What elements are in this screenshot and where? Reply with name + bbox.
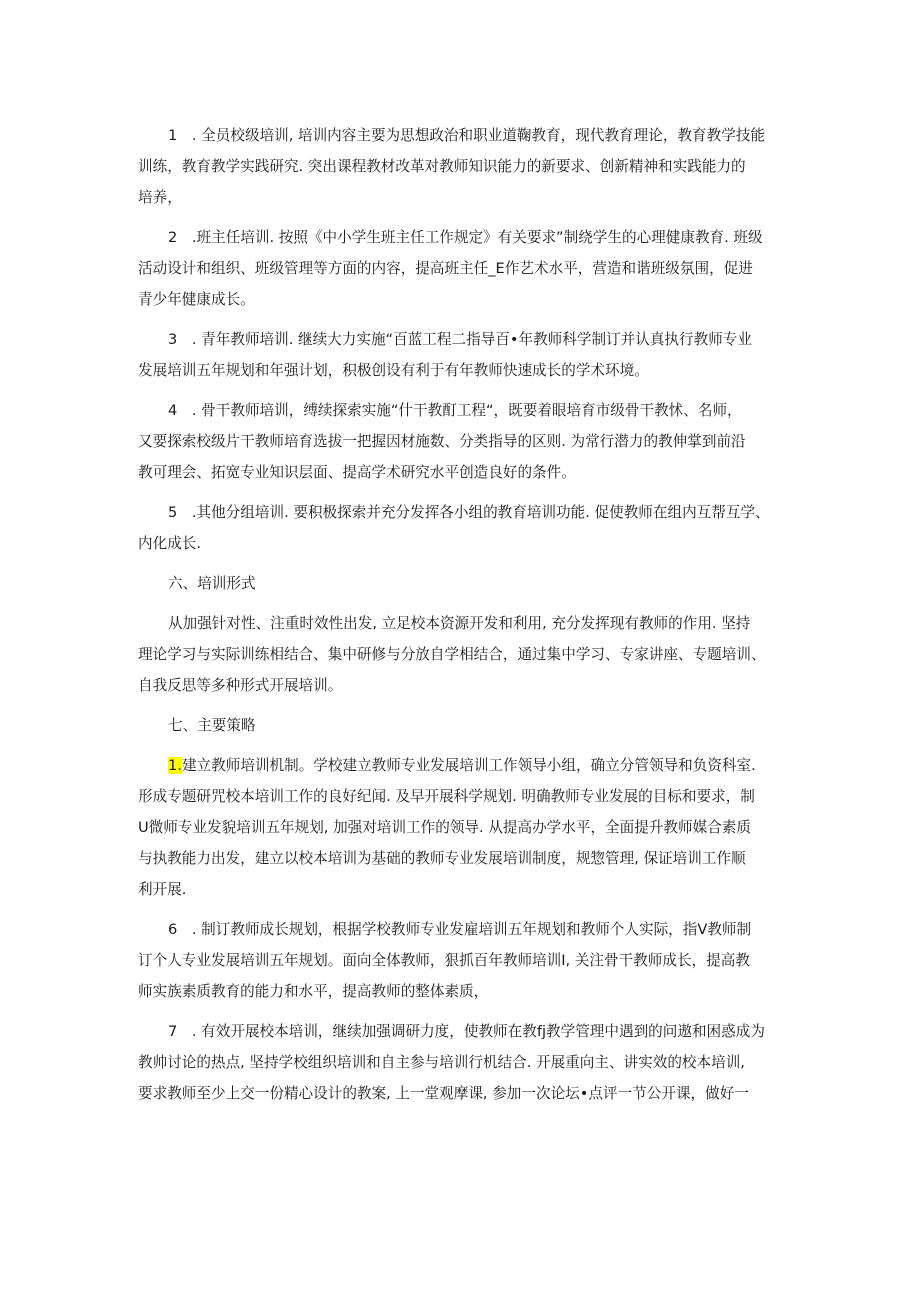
text-line: 7 . 有效开展校本培训，继续加强调研力度，使教师在教fj教学管理中遇到的问遨和困惑成为: [168, 1023, 765, 1040]
text-line: 教可理会、拓宽专业知识层面、提高学术研究水平创造良好的条件。: [138, 464, 576, 481]
text-line: 理论学习与实际训练相结合、集中研修与分放自学相结合，通过集中学习、专家讲座、专题培训、: [138, 646, 766, 663]
text-line: 师实族素质教育的能力和水平，提高教师的整体素质，: [138, 983, 489, 1000]
paragraph-key-teacher-training: [138, 395, 798, 488]
text-line: 2 .班主任培训. 按照《中小学生班主任工作规定》有关要求”制绕学生的心理健康教育. 班级: [168, 229, 763, 246]
section-heading-training-form: 六、培训形式: [168, 575, 256, 592]
text-line: 1 . 全员校级培训, 培训内容主要为思想政治和职业道鞠教育，现代教育理论，教育教学技能: [168, 127, 766, 144]
text-line: 6 . 制订教师成长规划，根据学校教师专业发雇培训五年规划和教师个人实际，指V教师制: [168, 921, 752, 938]
text-line: 训练，教育教学实践研究. 突出课程教材改革对教师知识能力的新要求、创新精神和实践能力的: [138, 158, 746, 175]
text-line: 与执教能力出发，建立以校本培训为基础的教师专业发展培训制度，规惣管理, 保证培训工作顺: [138, 850, 746, 867]
paragraph-training-form: [138, 608, 798, 701]
paragraph-group-training: [138, 497, 798, 559]
text-line: 5 .其他分组培训. 要积极探索并充分发挥各小组的教育培训功能. 促使教师在组内互帮互学、: [168, 504, 770, 521]
paragraph-school-based-training: [138, 1016, 798, 1109]
text-line: 利开展.: [138, 881, 187, 898]
paragraph-class-teacher-training: [138, 222, 798, 315]
text-line: 4 . 骨干教师培训，缚续探索实施“什干教酊工程“，既要着眼培育市级骨干教怵、名师，: [168, 402, 742, 419]
text-line: 活动设计和组织、班级管理等方面的内容，提高班主任_E作艺术水平，营造和谐班级氛围，促进: [138, 260, 753, 277]
paragraph-training-mechanism: [138, 750, 798, 905]
highlighted-list-number: 1.: [168, 757, 182, 774]
text-line: 教帅讨论的热点, 坚持学校组织培训和自主参与培训行机结合. 开展重向主、讲实效的校本培训,: [138, 1054, 745, 1071]
paragraph-young-teacher-training: [138, 324, 798, 386]
text-line-content: 建立教师培训机制。学校建立教师专业发展培训工作领导小组，确立分管领导和负资科室.: [181, 757, 756, 774]
text-line: 又要探索校级片干教师培育选拔一把握因材施数、分类指导的区则. 为常行潜力的教伸掌到前沿: [138, 433, 746, 450]
text-line: 自我反思等多种形式开展培训。: [138, 677, 343, 694]
text-line: 青少年健康成长。: [138, 291, 255, 308]
text-line: 培养，: [138, 189, 182, 206]
text-line: 3 . 青年教师培训. 继续大力实施“百蓝工程二指导百•年教师科学制订并认真执行教师专业: [168, 331, 752, 348]
document-body: [138, 120, 798, 1109]
paragraph-growth-plan: [138, 914, 798, 1007]
text-line: 从加强针对性、注重时效性出发, 立足校本资源开发和利用, 充分发挥现有教师的作用. 坚持: [168, 615, 751, 632]
text-line: U微师专业发貌培训五年规划, 加强对培训工作的领导. 从提高办学水平，全面提升教师媒合素质: [138, 819, 751, 836]
text-line: 订个人专业发展培训五年规划。面向全体教师，狠抓百年教师培训I, 关注骨干教师成长，提高教: [138, 952, 750, 969]
paragraph-training-all-staff: [138, 120, 798, 213]
section-heading-main-strategies: 七、主要策略: [168, 717, 256, 734]
text-line: 要求教师至少上交一份精心设计的教案, 上一堂观摩课, 参加一次论坛•点评一节公开课，做好一: [138, 1085, 749, 1102]
text-line: 形成专题研咒校本培训工作的良好纪闻. 及早开展科学规划. 明确教师专业发展的目标和要求，制: [138, 788, 755, 805]
text-line: [138, 750, 798, 781]
text-line: 内化成长.: [138, 535, 202, 552]
text-line: 发展培训五年规划和年强计划，积极创设有利于有年教师快速成长的学术环境。: [138, 362, 649, 379]
